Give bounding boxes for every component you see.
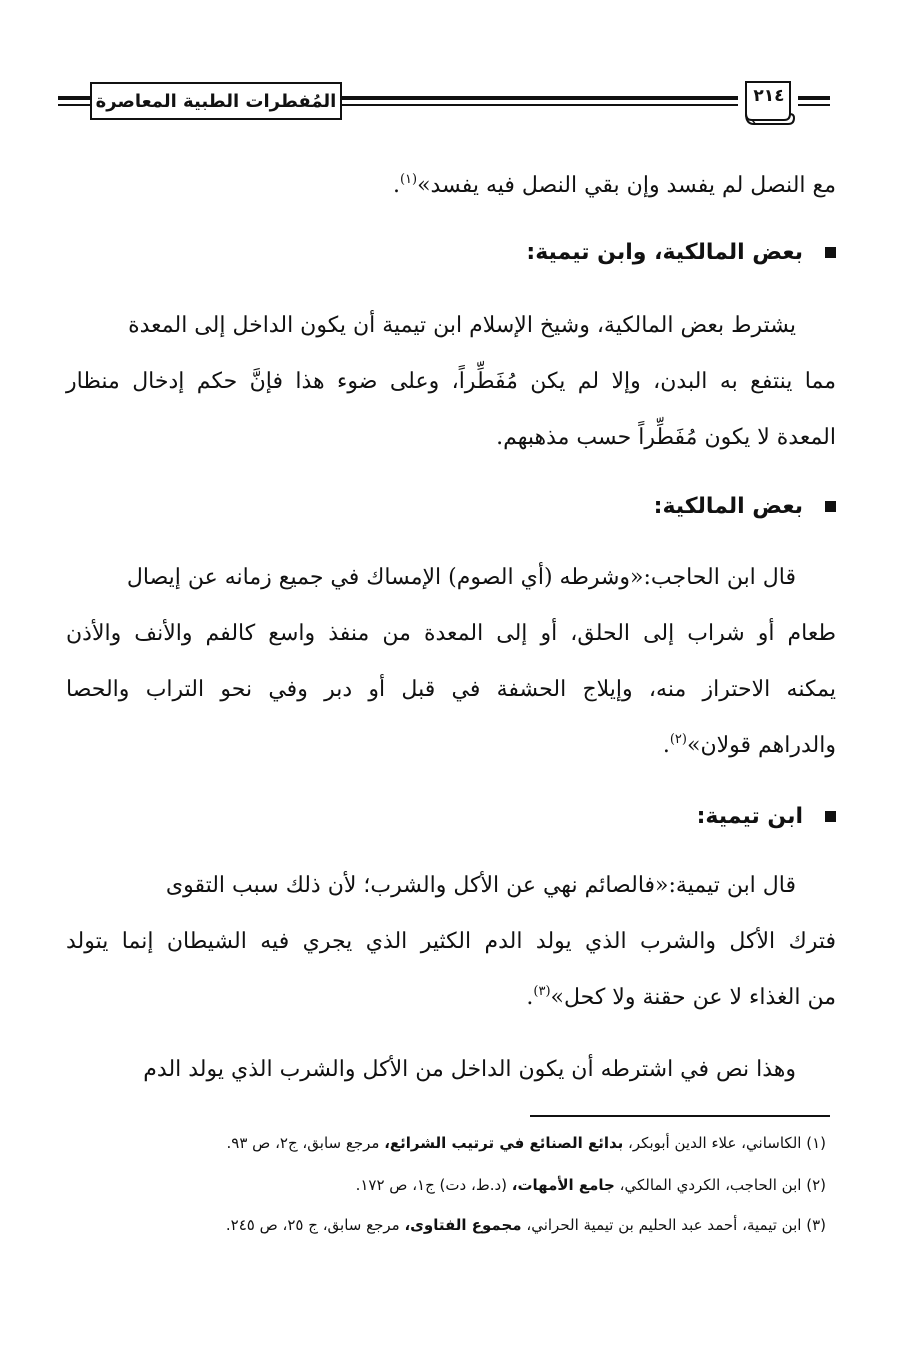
text-line: مع النصل لم يفسد وإن بقي النصل فيه يفسد»$^{(١)}$. — [392, 172, 836, 198]
text-line: من الغذاء لا عن حقنة ولا كحل»$^{(٣)}$. — [526, 984, 836, 1010]
paragraph-continuation — [66, 158, 836, 214]
footnote-3: (٣) ابن تيمية، أحمد عبد الحليم بن تيمية الحراني، مجموع الفتاوى، مرجع سابق، ج ٢٥، ص ٢٤٥. — [225, 1216, 826, 1234]
running-title: المُفطرات الطبية المعاصرة — [90, 82, 342, 120]
paragraph-conclusion-start — [66, 1042, 836, 1098]
footnote-2: (٢) ابن الحاجب، الكردي المالكي، جامع الأمهات، (د.ط، دت) ج١، ص ١٧٢. — [355, 1176, 826, 1194]
section-heading-malikiyya-ibn-taymiyya — [526, 232, 836, 272]
text-line: قال ابن تيمية:«فالصائم نهي عن الأكل والشرب؛ لأن ذلك سبب التقوى — [165, 873, 796, 898]
header-rule-middle-thin — [342, 104, 738, 106]
paragraph-ibn-taymiyya-quote — [66, 858, 836, 1026]
footnote-ref-1: (١) — [399, 172, 418, 187]
text-line: المعدة لا يكون مُفَطِّراً حسب مذهبهم. — [496, 425, 836, 450]
heading-text: بعض المالكية: — [653, 493, 803, 519]
heading-text: ابن تيمية: — [696, 803, 803, 829]
square-bullet-icon — [825, 247, 836, 258]
text-line: قال ابن الحاجب:«وشرطه (أي الصوم) الإمساك في جميع زمانه عن إيصال — [126, 565, 796, 590]
paragraph-condition — [66, 298, 836, 466]
square-bullet-icon — [825, 811, 836, 822]
footnote-separator — [530, 1115, 830, 1117]
footnote-ref-3: (٣) — [533, 984, 551, 999]
header-rule-left — [58, 96, 90, 100]
text-line: فترك الأكل والشرب الذي يولد الدم الكثير الذي يجري فيه الشيطان إنما يتولد — [66, 929, 836, 954]
section-heading-ibn-taymiyya — [697, 796, 836, 836]
text-line: والدراهم قولان»$^{(٢)}$. — [662, 732, 836, 758]
page-number: ٢١٤ — [753, 86, 785, 106]
footnote-ref-2: (٢) — [669, 732, 687, 747]
text-line: يمكنه الاحتراز منه، وإيلاج الحشفة في قبل أو دبر وفي نحو التراب والحصا — [66, 677, 836, 702]
header-rule-right-thin — [798, 104, 830, 106]
section-heading-malikiyya — [654, 486, 836, 526]
square-bullet-icon — [825, 501, 836, 512]
text-line: وهذا نص في اشترطه أن يكون الداخل من الأكل والشرب الذي يولد الدم — [143, 1057, 796, 1082]
header-rule-left-thin — [58, 104, 90, 106]
header-rule-middle — [342, 96, 738, 100]
text-line: طعام أو شراب إلى الحلق، أو إلى المعدة من منفذ واسع كالفم والأنف والأذن — [66, 621, 836, 646]
heading-text: بعض المالكية، وابن تيمية: — [526, 239, 803, 265]
header-rule-right — [798, 96, 830, 100]
footnote-1: (١) الكاساني، علاء الدين أبوبكر، بدائع الصنائع في ترتيب الشرائع، مرجع سابق، ج٢، ص ٩٣. — [226, 1134, 826, 1152]
text-line: يشترط بعض المالكية، وشيخ الإسلام ابن تيمية أن يكون الداخل إلى المعدة — [128, 313, 796, 338]
text-line: مما ينتفع به البدن، وإلا لم يكن مُفَطِّراً، وعلى ضوء هذا فإنَّ حكم إدخال منظار — [66, 369, 836, 394]
paragraph-ibn-al-hajib — [66, 550, 836, 774]
